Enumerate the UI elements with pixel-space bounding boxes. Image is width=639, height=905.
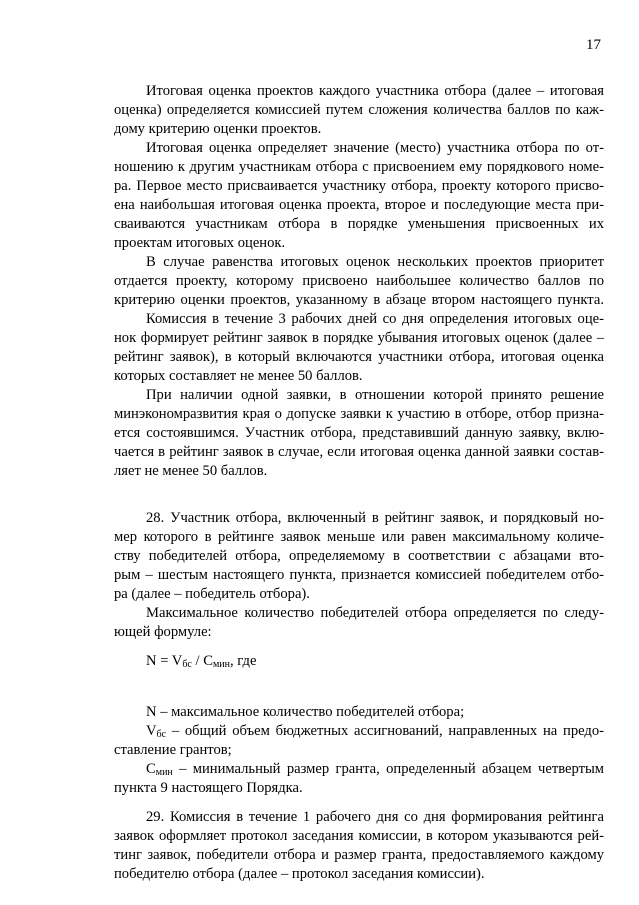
formula-line <box>146 652 604 674</box>
text-line: тинг заявок, победители отбора и размер гранта, предоставляемого каждому <box>114 847 604 863</box>
text-line: критерию оценки проектов, указанному в абзаце втором настоящего пункта. <box>114 292 604 308</box>
text-line: Максимальное количество победителей отбора определяется по следу- <box>146 605 604 621</box>
vbs-sub: бс <box>156 729 167 740</box>
cmin-symbol: C <box>146 761 156 777</box>
vbs-text: – общий объем бюджетных ассигнований, направленных на предо- <box>166 723 604 739</box>
text-line: ена наибольшая итоговая оценка проекта, второе и последующие места при- <box>114 197 604 213</box>
text-line: ношению к другим участникам отбора с присвоением ему порядкового номе- <box>114 159 604 175</box>
text-line: N – максимальное количество победителей отбора; <box>146 704 465 720</box>
formula-c: / C <box>191 653 213 669</box>
formula-v-sub: бс <box>182 659 192 670</box>
cmin-sub: мин <box>155 767 173 778</box>
text-line: дому критерию оценки проектов. <box>114 121 322 137</box>
formula-n: N = V <box>146 653 183 669</box>
text-line: 28. Участник отбора, включенный в рейтинг заявок, и порядковый но- <box>146 510 604 526</box>
text-line: оценка) определяется комиссией путем сложения количества баллов по каж- <box>114 102 604 118</box>
text-line: рым – шестым настоящего пункта, признается комиссией победителем отбо- <box>114 567 604 583</box>
text-line: Комиссия в течение 3 рабочих дней со дня определения итоговых оце- <box>146 311 604 327</box>
text-line: чается в рейтинг заявок в случае, если итоговая оценка данной заявки состав- <box>114 444 604 460</box>
text-line: ра. Первое место присваивается участнику отбора, проекту которого присво- <box>114 178 604 194</box>
text-line: При наличии одной заявки, в отношении которой принято решение <box>146 387 604 403</box>
page-number: 17 <box>586 37 601 53</box>
text-line: которых составляет не менее 50 баллов. <box>114 368 363 384</box>
text-line: сваиваются участникам отбора в порядке уменьшения присвоенных их <box>114 216 604 232</box>
text-line: ра (далее – победитель отбора). <box>114 586 310 602</box>
text-line: ется состоявшимся. Участник отбора, представивший данную заявку, вклю- <box>114 425 604 441</box>
text-line: ющей формуле: <box>114 624 212 640</box>
definition-vbs-cont: ставление грантов; <box>114 742 232 758</box>
cmin-text: – минимальный размер гранта, определенный абзацем четвертым <box>172 761 604 777</box>
text-line: рейтинг заявок), в который включаются участники отбора, итоговая оценка <box>114 349 604 365</box>
formula-tail: , где <box>230 653 257 669</box>
formula-c-sub: мин <box>212 659 230 670</box>
text-line: победителю отбора (далее – протокол заседания комиссии). <box>114 866 485 882</box>
text-line: Итоговая оценка определяет значение (место) участника отбора по от- <box>146 140 604 156</box>
text-line: ству победителей отбора, определяемому в соответствии с абзацами вто- <box>114 548 604 564</box>
text-line: нок формирует рейтинг заявок в порядке убывания итоговых оценок (далее – <box>114 330 604 346</box>
text-line: В случае равенства итоговых оценок нескольких проектов приоритет <box>146 254 604 270</box>
text-line: заявок оформляет протокол заседания комиссии, в котором указываются рей- <box>114 828 604 844</box>
text-line: Итоговая оценка проектов каждого участника отбора (далее – итоговая <box>146 83 604 99</box>
definition-cmin-cont: пункта 9 настоящего Порядка. <box>114 780 303 796</box>
text-line: ляет не менее 50 баллов. <box>114 463 268 479</box>
text-line: проектам итоговых оценок. <box>114 235 286 251</box>
vbs-symbol: V <box>146 723 157 739</box>
text-line: 29. Комиссия в течение 1 рабочего дня со дня формирования рейтинга <box>146 809 604 825</box>
text-line: отдается проекту, которому присвоено наибольшее количество баллов по <box>114 273 604 289</box>
text-line: мер которого в рейтинге заявок меньше или равен максимальному количе- <box>114 529 604 545</box>
text-line: минэкономразвития края о допуске заявки к участию в отборе, отбор призна- <box>114 406 604 422</box>
